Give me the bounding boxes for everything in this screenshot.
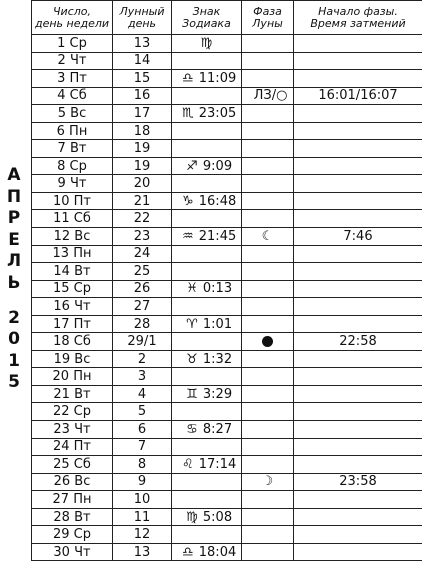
zodiac-sign-icon: ♑ [177,194,199,209]
moon-phase-cell [242,333,294,351]
zodiac-sign-icon: ♈ [181,317,203,332]
phase-start-cell: 7:46 [294,228,422,246]
date-cell: 22 Ср [32,403,113,421]
moon-phase-cell [242,52,294,70]
moon-phase-cell [242,263,294,281]
zodiac-cell [172,245,242,263]
month-letter: Р [8,208,20,230]
zodiac-cell [172,456,242,474]
zodiac-cell [172,70,242,88]
zodiac-cell [172,473,242,491]
moon-phase-cell [242,315,294,333]
table-row [32,385,422,403]
moon-day-cell: 11 [113,508,172,526]
table-row [32,87,422,105]
zodiac-time: 0:13 [203,281,232,296]
new-moon-icon [262,336,273,347]
table-row [32,140,422,158]
zodiac-cell [172,280,242,298]
moon-day-cell: 25 [113,263,172,281]
phase-start-cell: 22:58 [294,333,422,351]
zodiac-time: 3:29 [203,387,232,402]
zodiac-time: 1:01 [203,317,232,332]
zodiac-cell [172,192,242,210]
zodiac-cell [172,438,242,456]
table-row [32,350,422,368]
zodiac-cell [172,122,242,140]
moon-phase-cell [242,157,294,175]
moon-day-cell: 26 [113,280,172,298]
moon-phase-icon: ☾ [262,229,274,244]
moon-day-cell: 19 [113,157,172,175]
moon-phase-cell [242,175,294,193]
year-digit: 2 [8,308,20,330]
lunar-calendar-table [31,0,422,561]
moon-day-cell: 17 [113,105,172,123]
phase-start-cell [294,298,422,316]
moon-day-cell: 9 [113,473,172,491]
moon-phase-cell [242,543,294,561]
zodiac-cell [172,210,242,228]
moon-day-cell: 20 [113,175,172,193]
date-cell: 5 Вс [32,105,113,123]
zodiac-cell [172,87,242,105]
table-row [32,245,422,263]
moon-day-cell: 5 [113,403,172,421]
zodiac-time: 8:27 [203,422,232,437]
moon-phase-cell [242,122,294,140]
phase-start-cell [294,508,422,526]
moon-phase-cell [242,192,294,210]
moon-phase-cell [242,508,294,526]
zodiac-sign-icon: ♍ [196,36,218,51]
zodiac-sign-icon: ♋ [181,422,203,437]
table-row [32,298,422,316]
zodiac-time: 23:05 [199,106,236,121]
phase-start-cell [294,368,422,386]
month-letter: Е [8,230,20,252]
table-row [32,315,422,333]
moon-day-cell: 23 [113,228,172,246]
zodiac-cell [172,543,242,561]
table-row [32,228,422,246]
zodiac-cell [172,175,242,193]
moon-phase-cell [242,70,294,88]
zodiac-cell [172,368,242,386]
zodiac-cell [172,157,242,175]
phase-start-cell [294,421,422,439]
moon-phase-cell [242,210,294,228]
zodiac-time: 9:09 [203,159,232,174]
table-row [32,157,422,175]
date-cell: 13 Пн [32,245,113,263]
table-row [32,122,422,140]
table-row [32,508,422,526]
zodiac-cell [172,263,242,281]
zodiac-cell [172,491,242,509]
month-letter: П [7,187,21,209]
header-row [32,1,422,35]
zodiac-cell [172,526,242,544]
table-row [32,368,422,386]
zodiac-cell [172,105,242,123]
moon-day-cell: 12 [113,526,172,544]
zodiac-cell [172,228,242,246]
moon-day-cell: 13 [113,543,172,561]
moon-day-cell: 27 [113,298,172,316]
moon-phase-icon: ☽ [262,474,274,489]
phase-start-cell [294,350,422,368]
table-row [32,473,422,491]
date-cell: 25 Сб [32,456,113,474]
header-moon-day: Лунный день [113,1,172,35]
phase-start-cell [294,122,422,140]
moon-phase-cell [242,350,294,368]
moon-day-cell: 21 [113,192,172,210]
year-digit: 5 [8,372,20,394]
phase-start-cell [294,438,422,456]
moon-phase-cell [242,526,294,544]
zodiac-time: 16:48 [199,194,236,209]
zodiac-cell [172,35,242,53]
date-cell: 29 Ср [32,526,113,544]
date-cell: 30 Чт [32,543,113,561]
moon-phase-icon: ЛЗ/○ [254,88,288,103]
header-phase-start: Начало фазы. Время затмений [294,1,422,35]
phase-start-cell: 16:01/16:07 [294,87,422,105]
zodiac-cell [172,315,242,333]
header-date: Число, день недели [32,1,113,35]
phase-start-cell [294,263,422,281]
moon-phase-cell [242,35,294,53]
table-row [32,491,422,509]
moon-day-cell: 28 [113,315,172,333]
moon-day-cell: 2 [113,350,172,368]
zodiac-cell [172,421,242,439]
zodiac-cell [172,298,242,316]
table-row [32,333,422,351]
date-cell: 27 Пн [32,491,113,509]
date-cell: 6 Пн [32,122,113,140]
moon-day-cell: 14 [113,52,172,70]
moon-phase-cell [242,87,294,105]
phase-start-cell [294,70,422,88]
date-cell: 7 Вт [32,140,113,158]
phase-start-cell [294,192,422,210]
month-letter: Л [7,251,21,273]
moon-day-cell: 10 [113,491,172,509]
phase-start-cell [294,543,422,561]
moon-day-cell: 22 [113,210,172,228]
moon-phase-cell [242,456,294,474]
phase-start-cell [294,385,422,403]
zodiac-time: 5:08 [203,510,232,525]
header-zodiac: Знак Зодиака [172,1,242,35]
zodiac-time: 17:14 [199,457,236,472]
month-year-label [0,165,28,394]
table-row [32,105,422,123]
table-row [32,192,422,210]
zodiac-sign-icon: ♎ [177,71,199,86]
month-letter: Ь [8,273,21,295]
moon-day-cell: 8 [113,456,172,474]
table-row [32,70,422,88]
date-cell: 16 Чт [32,298,113,316]
phase-start-cell [294,140,422,158]
date-cell: 9 Чт [32,175,113,193]
phase-start-cell [294,245,422,263]
date-cell: 11 Сб [32,210,113,228]
phase-start-cell [294,35,422,53]
phase-start-cell [294,210,422,228]
zodiac-cell [172,385,242,403]
moon-day-cell: 19 [113,140,172,158]
zodiac-sign-icon: ♐ [181,159,203,174]
date-cell: 21 Вт [32,385,113,403]
zodiac-time: 11:09 [199,71,236,86]
zodiac-cell [172,140,242,158]
year-digit: 1 [8,351,20,373]
moon-phase-cell [242,385,294,403]
zodiac-sign-icon: ♌ [177,457,199,472]
table-row [32,543,422,561]
zodiac-sign-icon: ♍ [181,510,203,525]
moon-day-cell: 29/1 [113,333,172,351]
phase-start-cell [294,175,422,193]
moon-phase-cell [242,491,294,509]
zodiac-cell [172,403,242,421]
date-cell: 24 Пт [32,438,113,456]
moon-phase-cell [242,438,294,456]
table-row [32,52,422,70]
month-letter: А [7,165,20,187]
phase-start-cell [294,315,422,333]
date-cell: 2 Чт [32,52,113,70]
moon-day-cell: 13 [113,35,172,53]
zodiac-time: 18:04 [199,545,236,560]
moon-phase-cell [242,245,294,263]
date-cell: 28 Вт [32,508,113,526]
zodiac-sign-icon: ♏ [177,106,199,121]
zodiac-cell [172,52,242,70]
table-row [32,526,422,544]
phase-start-cell: 23:58 [294,473,422,491]
phase-start-cell [294,157,422,175]
date-cell: 26 Вс [32,473,113,491]
table-row [32,175,422,193]
phase-start-cell [294,105,422,123]
moon-day-cell: 6 [113,421,172,439]
phase-start-cell [294,52,422,70]
date-cell: 18 Сб [32,333,113,351]
date-cell: 19 Вс [32,350,113,368]
moon-day-cell: 3 [113,368,172,386]
moon-day-cell: 7 [113,438,172,456]
phase-start-cell [294,280,422,298]
moon-day-cell: 18 [113,122,172,140]
zodiac-cell [172,333,242,351]
moon-phase-cell [242,140,294,158]
date-cell: 8 Ср [32,157,113,175]
moon-phase-cell [242,403,294,421]
zodiac-sign-icon: ♊ [181,387,203,402]
table-row [32,280,422,298]
phase-start-cell [294,491,422,509]
table-row [32,263,422,281]
phase-start-cell [294,526,422,544]
date-cell: 23 Чт [32,421,113,439]
zodiac-cell [172,508,242,526]
moon-day-cell: 24 [113,245,172,263]
phase-start-cell [294,403,422,421]
zodiac-time: 1:32 [203,352,232,367]
table-row [32,456,422,474]
calendar-rows [32,35,422,561]
zodiac-cell [172,350,242,368]
table-row [32,210,422,228]
phase-start-cell [294,456,422,474]
date-cell: 15 Ср [32,280,113,298]
moon-phase-cell [242,228,294,246]
zodiac-sign-icon: ♎ [177,545,199,560]
date-cell: 1 Ср [32,35,113,53]
moon-phase-cell [242,105,294,123]
date-cell: 12 Вс [32,228,113,246]
year-digit: 0 [8,329,20,351]
date-cell: 3 Пт [32,70,113,88]
zodiac-sign-icon: ♓ [181,281,203,296]
moon-phase-cell [242,368,294,386]
moon-day-cell: 15 [113,70,172,88]
date-cell: 17 Пт [32,315,113,333]
moon-phase-cell [242,298,294,316]
date-cell: 4 Сб [32,87,113,105]
header-phase: Фаза Луны [242,1,294,35]
zodiac-sign-icon: ♒ [177,229,199,244]
table-row [32,438,422,456]
table-row [32,421,422,439]
moon-day-cell: 4 [113,385,172,403]
date-cell: 20 Пн [32,368,113,386]
date-cell: 14 Вт [32,263,113,281]
moon-day-cell: 16 [113,87,172,105]
zodiac-sign-icon: ♉ [181,352,203,367]
moon-phase-cell [242,473,294,491]
table-row [32,35,422,53]
zodiac-time: 21:45 [199,229,236,244]
moon-phase-cell [242,280,294,298]
date-cell: 10 Пт [32,192,113,210]
table-row [32,403,422,421]
moon-phase-cell [242,421,294,439]
